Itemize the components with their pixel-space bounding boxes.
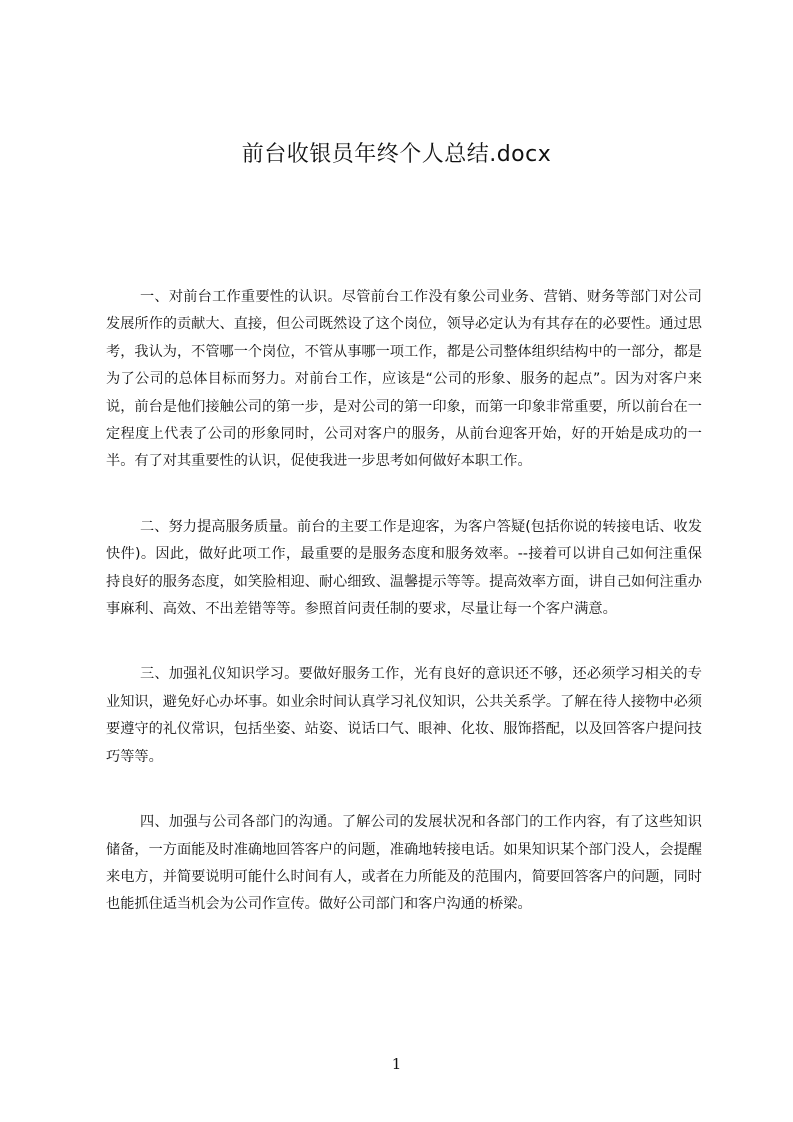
- paragraph-2: 二、努力提高服务质量。前台的主要工作是迎客，为客户答疑(包括你说的转接电话、收发快件)。因此，做好此项工作，最重要的是服务态度和服务效率。--接着可以讲自己如何注重保持良好的服务态度，如笑脸相迎、耐心细致、温馨提示等等。提高效率方面，讲自己如何注重办事麻利、高效、不出差错等等。参照首问责任制的要求，尽量让每一个客户满意。: [106, 518, 702, 618]
- paragraph-3: 三、加强礼仪知识学习。要做好服务工作，光有良好的意识还不够，还必须学习相关的专业知识，避免好心办坏事。如业余时间认真学习礼仪知识，公共关系学。了解在待人接物中必须要遵守的礼仪常识，包括坐姿、站姿、说话口气、眼神、化妆、服饰搭配，以及回答客户提问技巧等等。: [106, 666, 702, 765]
- paragraph-1: 一、对前台工作重要性的认识。尽管前台工作没有象公司业务、营销、财务等部门对公司发展所作的贡献大、直接，但公司既然设了这个岗位，领导必定认为有其存在的必要性。通过思考，我认为，不管哪一个岗位，不管从事哪一项工作，都是公司整体组织结构中的一部分，都是为了公司的总体目标而努力。对前台工作，应该是“公司的形象、服务的起点”。因为对客户来说，前台是他们接触公司的第一步，是对公司的第一印象，而第一印象非常重要，所以前台在一定程度上代表了公司的形象同时，公司对客户的服务，从前台迎客开始，好的开始是成功的一半。有了对其重要性的认识，促使我进一步思考如何做好本职工作。: [106, 289, 702, 470]
- paragraph-4: 四、加强与公司各部门的沟通。了解公司的发展状况和各部门的工作内容，有了这些知识储备，一方面能及时准确地回答客户的问题，准确地转接电话。如果知识某个部门没人，会提醒来电方，并简要说明可能什么时间有人，或者在力所能及的范围内，简要回答客户的问题，同时也能抓住适当机会为公司作宣传。做好公司部门和客户沟通的桥梁。: [106, 814, 702, 913]
- document-title: 前台收银员年终个人总结.docx: [241, 142, 552, 167]
- page-number: 1: [391, 1055, 402, 1073]
- document-body: [106, 284, 702, 957]
